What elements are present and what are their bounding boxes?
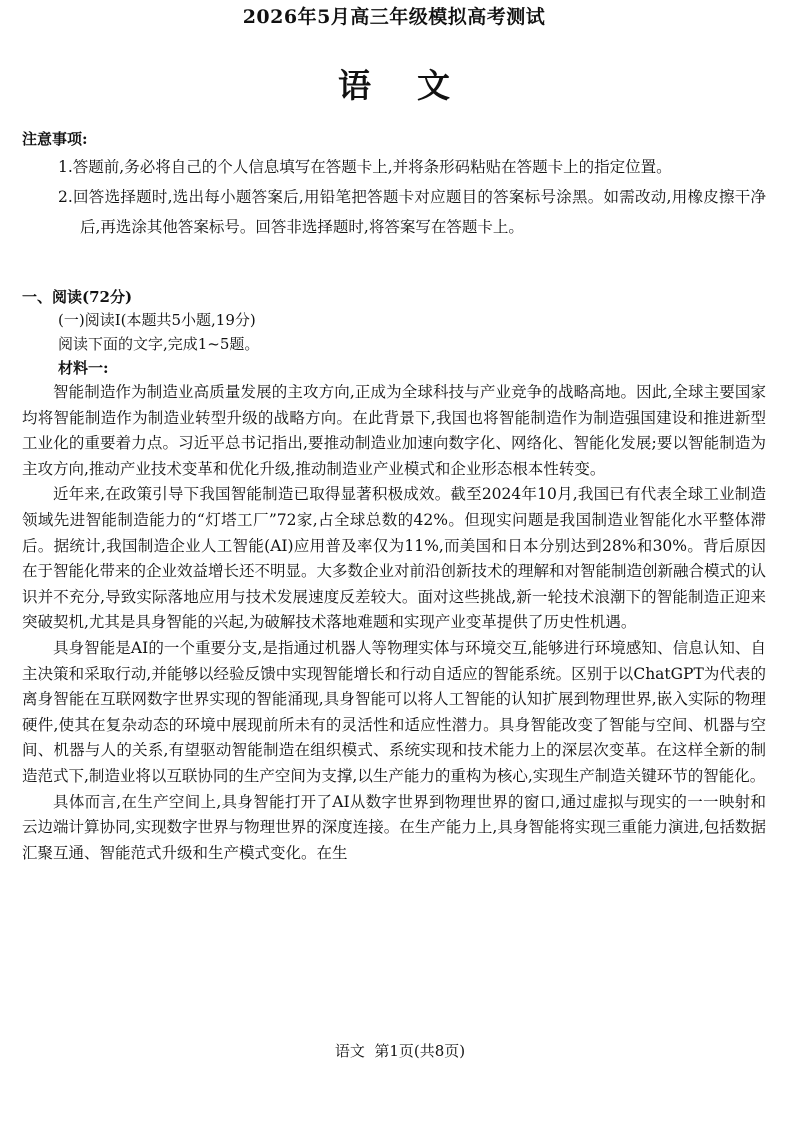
paragraph-1: 智能制造作为制造业高质量发展的主攻方向,正成为全球科技与产业竞争的战略高地。因此,全球主要国家均将智能制造作为制造业转型升级的战略方向。在此背景下,我国也将智能制造作为制造强国建设和推进新型工业化的重要着力点。习近平总书记指出,要推动制造业加速向数字化、网络化、智能化发展;要以智能制造为主攻方向,推动产业技术变革和优化升级,推动制造业产业模式和企业形态根本性转变。 [22,383,766,478]
section-heading: 一、阅读(72分) [22,288,133,306]
subject-title: 语 文 [338,66,450,105]
sub-heading: (一)阅读Ⅰ(本题共5小题,19分) [58,311,256,329]
notice-item-2: 2.回答选择题时,选出每小题答案后,用铅笔把答题卡对应题目的答案标号涂黑。如需改动,用橡皮擦干净后,再选涂其他答案标号。回答非选择题时,将答案写在答题卡上。 [58,188,766,236]
exam-title: 2026年5月高三年级模拟高考测试 [242,6,546,28]
notice-item-1: 1.答题前,务必将自己的个人信息填写在答题卡上,并将条形码粘贴在答题卡上的指定位置。 [58,158,672,176]
paragraph-2: 近年来,在政策引导下我国智能制造已取得显著积极成效。截至2024年10月,我国已有代表全球工业制造领域先进智能制造能力的“灯塔工厂”72家,占全球总数的42%。但现实问题是我国制造业智能化水平整体滞后。据统计,我国制造企业人工智能(AI)应用普及率仅为11%,而美国和日本分别达到28%和30%。背后原因在于智能化带来的企业效益增长还不明显。大多数企业对前沿创新技术的理解和对智能制造创新融合模式的认识并不充分,导致实际落地应用与技术发展速度反差较大。面对这些挑战,新一轮技术浪潮下的智能制造正迎来突破契机,尤其是具身智能的兴起,为破解技术落地难题和实现产业变革提供了历史性机遇。 [22,485,767,632]
paragraph-3: 具身智能是AI的一个重要分支,是指通过机器人等物理实体与环境交互,能够进行环境感知、信息认知、自主决策和采取行动,并能够以经验反馈中实现智能增长和行动自适应的智能系统。区别于以ChatGPT为代表的离身智能在互联网数字世界实现的智能涌现,具身智能可以将人工智能的认知扩展到物理世界,嵌入实际的物理硬件,使其在复杂动态的环境中展现前所未有的灵活性和适应性潜力。具身智能改变了智能与空间、机器与空间、机器与人的关系,有望驱动智能制造在组织模式、系统实现和技术能力上的深层次变革。在这样全新的制造范式下,制造业将以互联协同的生产空间为支撑,以生产能力的重构为核心,实现生产制造关键环节的智能化。 [22,638,766,785]
instruction-text: 阅读下面的文字,完成1~5题。 [58,335,260,353]
notice-list [22,152,766,242]
material-label: 材料一: [58,359,109,377]
notice-heading: 注意事项: [22,130,88,148]
page-footer: 语文 第1页(共8页) [334,1042,466,1060]
paragraph-4: 具体而言,在生产空间上,具身智能打开了AI从数字世界到物理世界的窗口,通过虚拟与现实的一一映射和云边端计算协同,实现数字世界与物理世界的深度连接。在生产能力上,具身智能将实现三重能力演进,包括数据汇聚互通、智能范式升级和生产模式变化。在生 [22,792,766,862]
